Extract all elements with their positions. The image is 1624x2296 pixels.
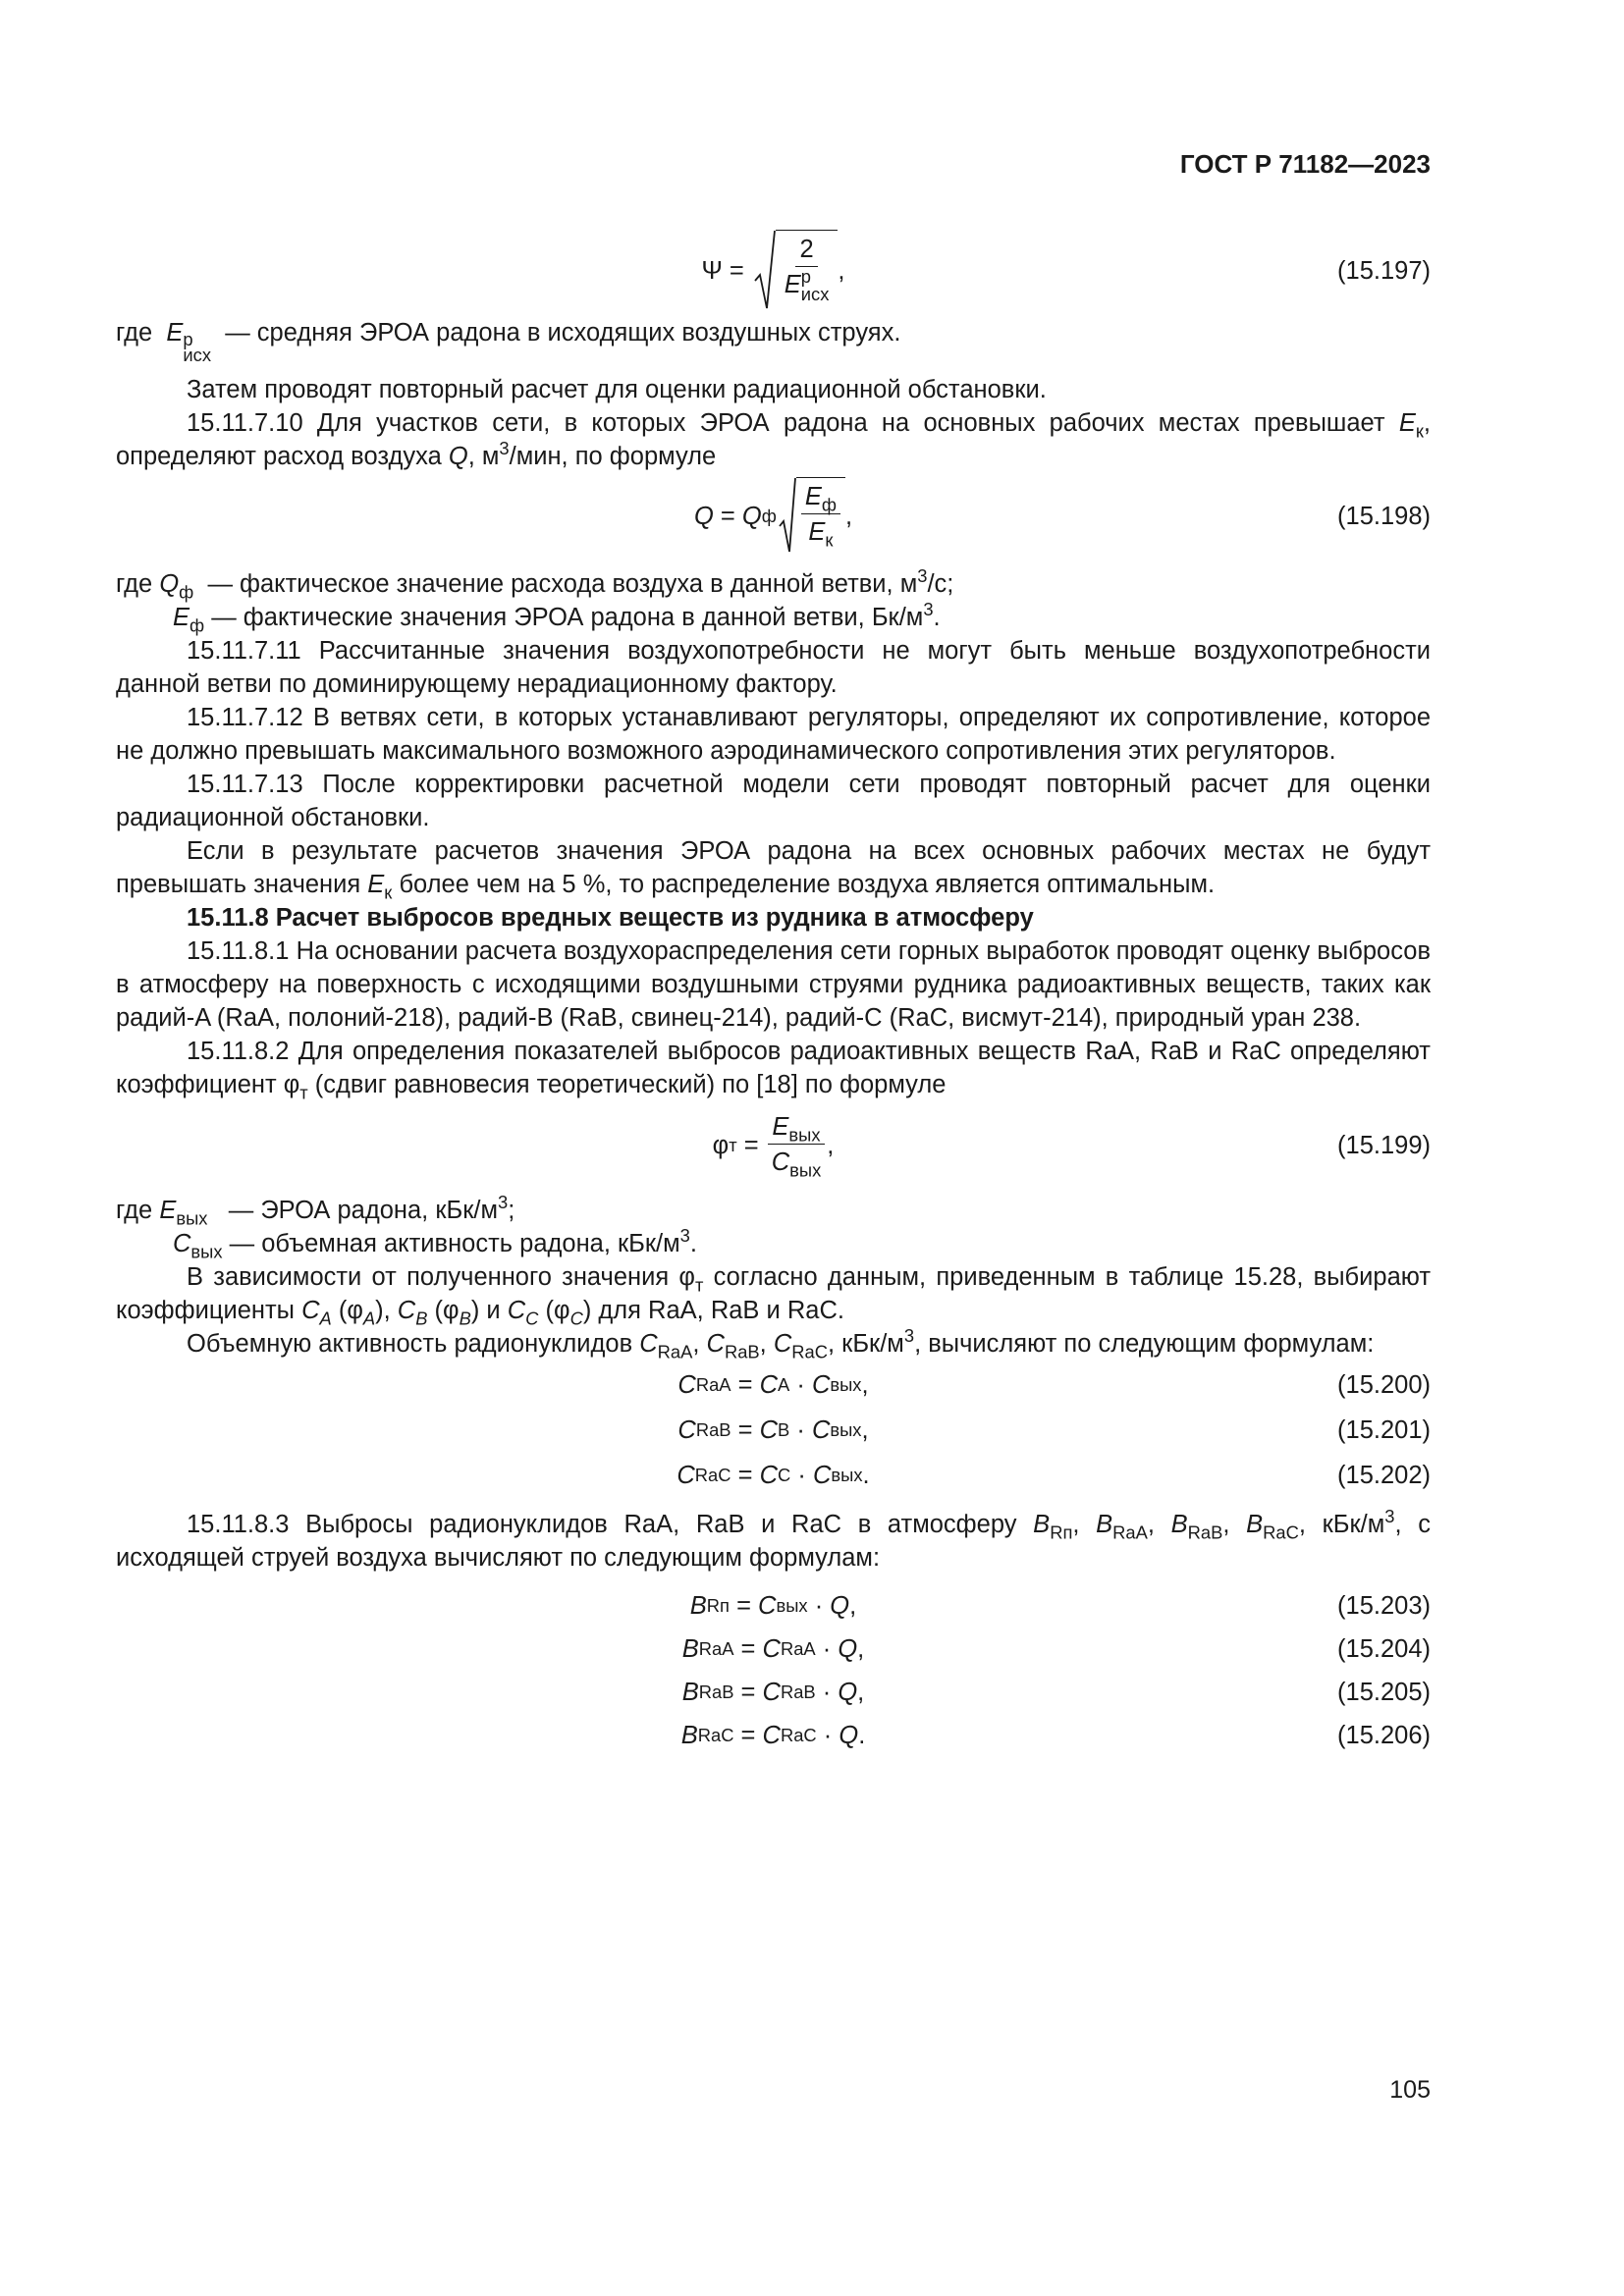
paragraph: Объемную активность радионуклидов $C_{RaA}$, $C_{RaB}$, $C_{RaC}$, кБк/$м^3$, вычисляют по следующим формулам:: [187, 1324, 1375, 1362]
document-header: ГОСТ Р 71182—2023: [1179, 149, 1431, 179]
sqrt-sign: [779, 477, 845, 556]
paragraph: Если в результате расчетов значения ЭРОА радона на всех основных рабочих местах не будут превышать значения $E_к$ более чем на 5 %, то распределение воздуха является оптимальным.: [116, 836, 1431, 902]
paragraph: 15.11.7.11 Рассчитанные значения воздухопотребности не могут быть меньше воздухопотребности данной ветви по доминирующему нерадиационному фактору.: [116, 636, 1431, 698]
section-heading: 15.11.8 Расчет выбросов вредных веществ из рудника в атмосферу: [187, 903, 1034, 932]
equation-15-197: Ψ = 2 E р исх , (15.197): [116, 228, 1431, 314]
equation-number: (15.206): [1337, 1721, 1431, 1749]
equation-15-204: B RaA = C RaA · Q , (15.204): [116, 1628, 1431, 1671]
equation-15-201: C RaB = C B · C вых , (15.201): [116, 1408, 1431, 1453]
equation-number: (15.203): [1337, 1591, 1431, 1620]
definition-line: где E р исх — средняя ЭРОА радона в исходящих воздушных струях.: [116, 319, 901, 365]
equation-15-202: C RaC = C C · C вых . (15.202): [116, 1453, 1431, 1498]
definition-line: где $E_{вых}$ — ЭРОА радона, кБк/$м^3$;: [116, 1191, 515, 1228]
definition-line: $C_{вых}$ — объемная активность радона, кБк/$м^3$.: [173, 1224, 697, 1261]
paragraph: 15.11.8.3 Выбросы радионуклидов RaA, RaB и RaC в атмосферу $B_{Rп}$, $B_{RaA}$, $B_{RaB}$, $B_{RaC}$, кБк/$м^3$, с исходящей струей воздуха вычисляют по следующим формулам:: [116, 1505, 1431, 1572]
equation-number: (15.197): [1337, 257, 1431, 285]
paragraph: Затем проводят повторный расчет для оценки радиационной обстановки.: [187, 375, 1047, 403]
paragraph: 15.11.8.1 На основании расчета воздухораспределения сети горных выработок проводят оценку выбросов в атмосферу на поверхность с исходящими воздушными струями рудника радиоактивных веществ, таких как радий-A (RaA, полоний-218), радий-B (RaB, свинец-214), радий-C (RaC, висмут-214), природный уран 238.: [116, 936, 1431, 1032]
equation-number: (15.205): [1337, 1678, 1431, 1706]
fraction: 2 E р исх: [781, 233, 834, 312]
formula-group-200-202: [116, 1362, 1431, 1498]
paragraph: 15.11.8.2 Для определения показателей выбросов радиоактивных веществ RaA, RaB и RaC определяют коэффициент $\varphi_т$ (сдвиг равновесия теоретический) по [18] по формуле: [116, 1037, 1431, 1102]
paragraph: 15.11.7.13 После корректировки расчетной модели сети проводят повторный расчет для оценки радиационной обстановки.: [116, 770, 1431, 831]
formula-group-203-206: [116, 1584, 1431, 1757]
definition-line: $E_ф$ — фактические значения ЭРОА радона в данной ветви, $Бк/м^3$.: [173, 598, 941, 635]
sqrt-sign: [754, 230, 839, 312]
page-number: 105: [1389, 2076, 1431, 2104]
equation-15-200: C RaA = C A · C вых , (15.200): [116, 1362, 1431, 1408]
equation-number: (15.204): [1337, 1634, 1431, 1663]
equation-15-206: B RaC = C RaC · Q . (15.206): [116, 1714, 1431, 1757]
equation-number: (15.200): [1337, 1370, 1431, 1399]
fraction: $\frac{E_ф}{E_к}$: [801, 480, 840, 556]
equation-number: (15.202): [1337, 1461, 1431, 1489]
equation-15-199: φ т = $\frac{E_{вых}}{C_{вых}}$ , (15.199): [116, 1101, 1431, 1190]
equation-number: (15.198): [1337, 502, 1431, 530]
equation-number: (15.199): [1337, 1131, 1431, 1159]
definition-line: где $Q_ф$ — фактическое значение расхода воздуха в данной ветви, $м^3/с$;: [116, 564, 954, 602]
fraction: $\frac{E_{вых}}{C_{вых}}$: [768, 1110, 826, 1180]
paragraph: 15.11.7.10 Для участков сети, в которых ЭРОА радона на основных рабочих местах превышает $E_к$, определяют расход воздуха Q, $м^3$/мин, по формуле: [116, 408, 1431, 470]
equation-15-198: Q = Q ф $\frac{E_ф}{E_к}$ , (15.198): [116, 473, 1431, 560]
equation-15-203: B Rп = C вых · Q , (15.203): [116, 1584, 1431, 1628]
paragraph: 15.11.7.12 В ветвях сети, в которых устанавливают регуляторы, определяют их сопротивление, которое не должно превышать максимального возможного аэродинамического сопротивления этих регуляторов.: [116, 703, 1431, 765]
equation-15-205: B RaB = C RaB · Q , (15.205): [116, 1671, 1431, 1714]
paragraph: В зависимости от полученного значения $\varphi_т$ согласно данным, приведенным в таблице 15.28, выбирают коэффициенты $C_A$ $(\varphi_A)$, $C_B$ $(\varphi_B)$ и $C_C$ $(\varphi_C)$ для RaA, RaB и RaC.: [116, 1262, 1431, 1328]
equation-number: (15.201): [1337, 1415, 1431, 1444]
